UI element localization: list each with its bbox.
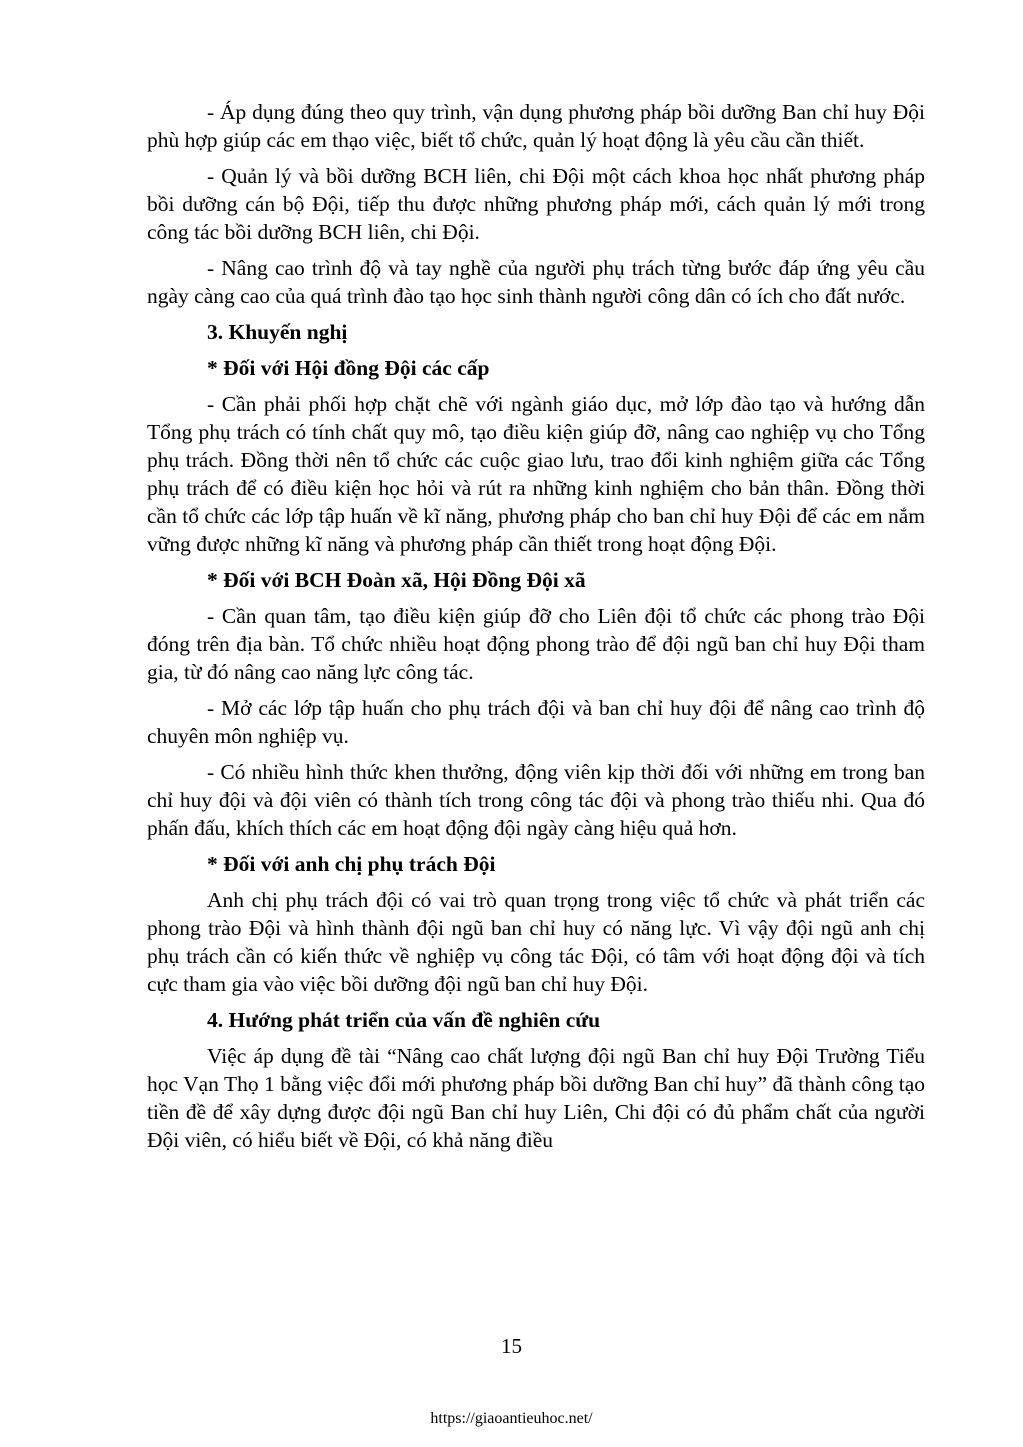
subheading-council-all-levels: * Đối với Hội đồng Đội các cấp [207, 356, 490, 380]
paragraph: - Có nhiều hình thức khen thưởng, động viên kịp thời đối với những em trong ban chỉ huy đội và đội viên có thành tích trong công tác đội và phong trào thiếu nhi. Qua đó phấn đấu, khích thích các em hoạt động đội ngày càng hiệu quả hơn. [147, 760, 925, 840]
section-heading-recommendations: 3. Khuyến nghị [207, 320, 348, 344]
subheading-commune-youth-union: * Đối với BCH Đoàn xã, Hội Đồng Đội xã [207, 568, 586, 592]
page-number: 15 [501, 1334, 522, 1358]
paragraph: Anh chị phụ trách đội có vai trò quan trọng trong việc tổ chức và phát triển các phong trào Đội và hình thành đội ngũ ban chỉ huy có năng lực. Vì vậy đội ngũ anh chị phụ trách cần có kiến thức về nghiệp vụ công tác Đội, có tâm với hoạt động đội và tích cực tham gia vào việc bồi dưỡng đội ngũ ban chỉ huy Đội. [147, 888, 925, 996]
paragraph: - Áp dụng đúng theo quy trình, vận dụng phương pháp bồi dưỡng Ban chỉ huy Đội phù hợp giúp các em thạo việc, biết tổ chức, quản lý hoạt động là yêu cầu cần thiết. [147, 100, 925, 152]
paragraph: Việc áp dụng đề tài “Nâng cao chất lượng đội ngũ Ban chỉ huy Đội Trường Tiểu học Vạn Thọ 1 bằng việc đổi mới phương pháp bồi dưỡng Ban chỉ huy” đã thành công tạo tiền đề để xây dựng được đội ngũ Ban chỉ huy Liên, Chi đội có đủ phẩm chất của người Đội viên, có hiểu biết về Đội, có khả năng điều [147, 1044, 925, 1152]
paragraph: - Cần phải phối hợp chặt chẽ với ngành giáo dục, mở lớp đào tạo và hướng dẫn Tổng phụ trách có tính chất quy mô, tạo điều kiện giúp đỡ, nâng cao nghiệp vụ cho Tổng phụ trách. Đồng thời nên tổ chức các cuộc giao lưu, trao đổi kinh nghiệm giữa các Tổng phụ trách để có điều kiện học hỏi và rút ra những kinh nghiệm cho bản thân. Đồng thời cần tổ chức các lớp tập huấn về kĩ năng, phương pháp cho ban chỉ huy Đội để các em nắm vững được những kĩ năng và phương pháp cần thiết trong hoạt động Đội. [147, 392, 925, 556]
paragraph: - Nâng cao trình độ và tay nghề của người phụ trách từng bước đáp ứng yêu cầu ngày càng cao của quá trình đào tạo học sinh thành người công dân có ích cho đất nước. [147, 256, 925, 308]
subheading-team-leaders: * Đối với anh chị phụ trách Đội [207, 852, 496, 876]
section-heading-development-direction: 4. Hướng phát triển của vấn đề nghiên cứu [207, 1008, 601, 1032]
paragraph: - Cần quan tâm, tạo điều kiện giúp đỡ cho Liên đội tổ chức các phong trào Đội đóng trên địa bàn. Tổ chức nhiều hoạt động phong trào để đội ngũ ban chỉ huy Đội tham gia, từ đó nâng cao năng lực công tác. [147, 604, 925, 684]
paragraph: - Mở các lớp tập huấn cho phụ trách đội và ban chỉ huy đội để nâng cao trình độ chuyên môn nghiệp vụ. [147, 696, 925, 748]
footer-url: https://giaoantieuhoc.net/ [430, 1410, 593, 1427]
page-body [147, 98, 925, 1162]
paragraph: - Quản lý và bồi dưỡng BCH liên, chi Đội một cách khoa học nhất phương pháp bồi dưỡng cán bộ Đội, tiếp thu được những phương pháp mới, cách quản lý mới trong công tác bồi dưỡng BCH liên, chi Đội. [147, 164, 925, 244]
